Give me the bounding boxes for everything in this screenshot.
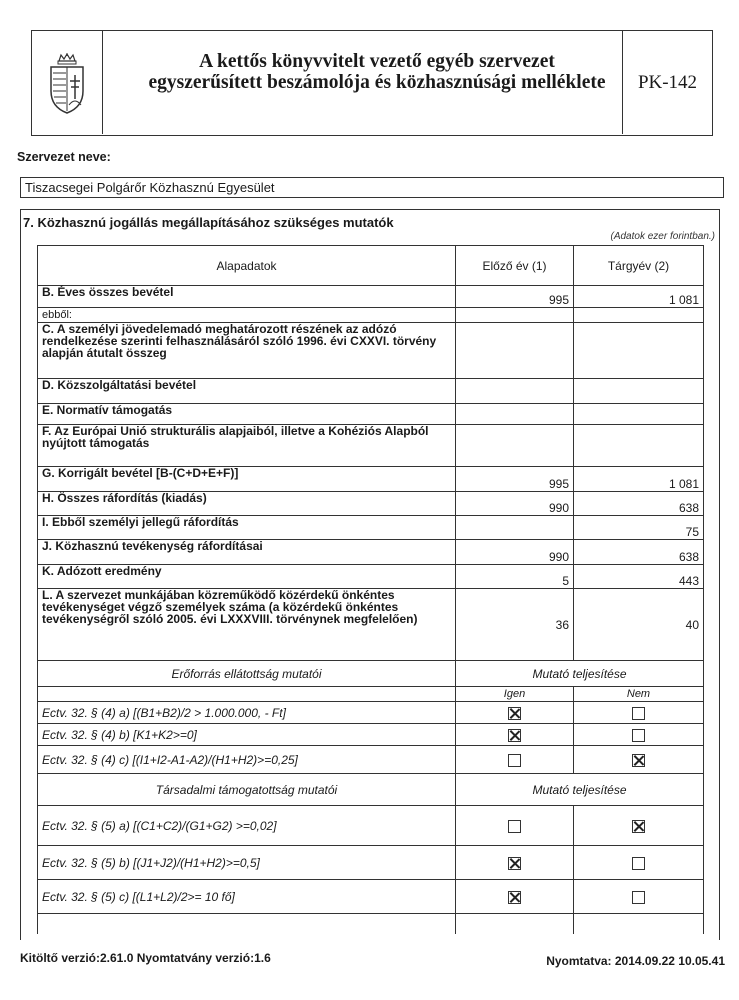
row-label: B. Éves összes bevétel — [38, 286, 456, 308]
title-line-2: egyszerűsített beszámolója és közhasznúsági melléklete — [148, 72, 606, 93]
row-label: E. Normatív támogatás — [38, 404, 456, 425]
social-title: Társadalmi támogatottság mutatói — [38, 774, 456, 806]
form-code: PK-142 — [622, 31, 712, 134]
indicator-row — [38, 746, 704, 774]
checkbox-yes[interactable] — [508, 891, 521, 904]
checkbox-no[interactable] — [632, 857, 645, 870]
row-label: C. A személyi jövedelemadó meghatározott részének az adózó rendelkezése szerinti felhasználásáról szóló 1996. évi CXXVI. törvény alapján átutalt összeg — [38, 323, 456, 379]
form-header — [31, 30, 713, 136]
org-name-label: Szervezet neve: — [17, 150, 111, 164]
value-prev[interactable]: 995 — [456, 467, 574, 492]
crest-panel — [32, 31, 103, 134]
table-row — [38, 379, 704, 404]
print-timestamp: Nyomtatva: 2014.09.22 10.05.41 — [546, 954, 725, 968]
spacer-cell — [38, 687, 456, 702]
row-label: K. Adózott eredmény — [38, 565, 456, 589]
checkbox-yes[interactable] — [508, 754, 521, 767]
table-row — [38, 404, 704, 425]
indicator-row — [38, 724, 704, 746]
table-row-empty — [38, 914, 704, 934]
checkbox-no[interactable] — [632, 707, 645, 720]
table-row — [38, 516, 704, 540]
value-curr[interactable]: 40 — [574, 589, 704, 661]
indicator-row — [38, 702, 704, 724]
value-curr[interactable]: 75 — [574, 516, 704, 540]
value-prev[interactable]: 990 — [456, 492, 574, 516]
spacer-cell — [456, 914, 574, 934]
value-curr[interactable]: 638 — [574, 492, 704, 516]
indicator-label: Ectv. 32. § (4) b) [K1+K2>=0] — [38, 724, 456, 746]
value-curr[interactable] — [574, 308, 704, 323]
indicators-table — [37, 245, 704, 934]
indicator-label: Ectv. 32. § (4) a) [(B1+B2)/2 > 1.000.000, - Ft] — [38, 702, 456, 724]
title-line-1: A kettős könyvvitelt vezető egyéb szervezet — [199, 51, 555, 72]
col-header-base: Alapadatok — [38, 246, 456, 286]
indicator-row — [38, 846, 704, 880]
value-curr[interactable] — [574, 404, 704, 425]
table-row — [38, 323, 704, 379]
social-perf-header: Mutató teljesítése — [456, 774, 704, 806]
value-prev[interactable] — [456, 404, 574, 425]
col-header-curr: Tárgyév (2) — [574, 246, 704, 286]
indicator-row — [38, 806, 704, 846]
spacer-cell — [574, 914, 704, 934]
unit-note: (Adatok ezer forintban.) — [610, 231, 715, 242]
row-label: G. Korrigált bevétel [B-(C+D+E+F)] — [38, 467, 456, 492]
value-prev[interactable]: 995 — [456, 286, 574, 308]
value-prev[interactable] — [456, 308, 574, 323]
table-row — [38, 540, 704, 565]
resource-title: Erőforrás ellátottság mutatói — [38, 661, 456, 687]
no-header: Nem — [574, 687, 704, 702]
yes-header: Igen — [456, 687, 574, 702]
indicator-row — [38, 880, 704, 914]
indicator-label: Ectv. 32. § (4) c) [(I1+I2-A1-A2)/(H1+H2)>=0,25] — [38, 746, 456, 774]
row-label: D. Közszolgáltatási bevétel — [38, 379, 456, 404]
value-curr[interactable]: 1 081 — [574, 286, 704, 308]
table-row — [38, 589, 704, 661]
checkbox-no[interactable] — [632, 754, 645, 767]
table-row — [38, 492, 704, 516]
row-label: L. A szervezet munkájában közreműködő közérdekű önkéntes tevékenységet végző személyek száma (a közérdekű önkéntes tevékenységről szóló 2005. évi LXXXVIII. törvénynek megfelelően) — [38, 589, 456, 661]
value-curr[interactable] — [574, 379, 704, 404]
row-label: ebből: — [38, 308, 456, 323]
checkbox-yes[interactable] — [508, 857, 521, 870]
checkbox-yes[interactable] — [508, 729, 521, 742]
row-label: I. Ebből személyi jellegű ráfordítás — [38, 516, 456, 540]
value-prev[interactable] — [456, 516, 574, 540]
checkbox-no[interactable] — [632, 729, 645, 742]
table-row — [38, 565, 704, 589]
table-row — [38, 286, 704, 308]
resource-perf-header: Mutató teljesítése — [456, 661, 704, 687]
table-row — [38, 425, 704, 467]
org-name-field[interactable]: Tiszacsegei Polgárőr Közhasznú Egyesület — [20, 177, 724, 198]
form-title — [104, 51, 650, 93]
table-row — [38, 308, 704, 323]
version-info: Kitöltő verzió:2.61.0 Nyomtatvány verzió:1.6 — [20, 951, 271, 965]
resource-header-row — [38, 661, 704, 687]
value-prev[interactable] — [456, 323, 574, 379]
indicator-label: Ectv. 32. § (5) b) [(J1+J2)/(H1+H2)>=0,5] — [38, 846, 456, 880]
row-label: J. Közhasznú tevékenység ráfordításai — [38, 540, 456, 565]
yes-no-header-row — [38, 687, 704, 702]
value-curr[interactable]: 1 081 — [574, 467, 704, 492]
hungarian-coat-of-arms-icon — [47, 53, 87, 115]
row-label: H. Összes ráfordítás (kiadás) — [38, 492, 456, 516]
col-header-prev: Előző év (1) — [456, 246, 574, 286]
value-prev[interactable]: 5 — [456, 565, 574, 589]
indicator-label: Ectv. 32. § (5) c) [(L1+L2)/2>= 10 fő] — [38, 880, 456, 914]
value-curr[interactable]: 638 — [574, 540, 704, 565]
checkbox-yes[interactable] — [508, 707, 521, 720]
value-prev[interactable]: 990 — [456, 540, 574, 565]
table-row — [38, 467, 704, 492]
checkbox-no[interactable] — [632, 891, 645, 904]
checkbox-no[interactable] — [632, 820, 645, 833]
section-title: 7. Közhasznú jogállás megállapításához szükséges mutatók — [23, 215, 394, 230]
row-label: F. Az Európai Unió strukturális alapjaiból, illetve a Kohéziós Alapból nyújtott támogatás — [38, 425, 456, 467]
social-header-row — [38, 774, 704, 806]
value-curr[interactable]: 443 — [574, 565, 704, 589]
value-curr[interactable] — [574, 425, 704, 467]
value-curr[interactable] — [574, 323, 704, 379]
value-prev[interactable] — [456, 425, 574, 467]
checkbox-yes[interactable] — [508, 820, 521, 833]
indicator-label: Ectv. 32. § (5) a) [(C1+C2)/(G1+G2) >=0,02] — [38, 806, 456, 846]
spacer-cell — [38, 914, 456, 934]
value-prev[interactable] — [456, 379, 574, 404]
value-prev[interactable]: 36 — [456, 589, 574, 661]
